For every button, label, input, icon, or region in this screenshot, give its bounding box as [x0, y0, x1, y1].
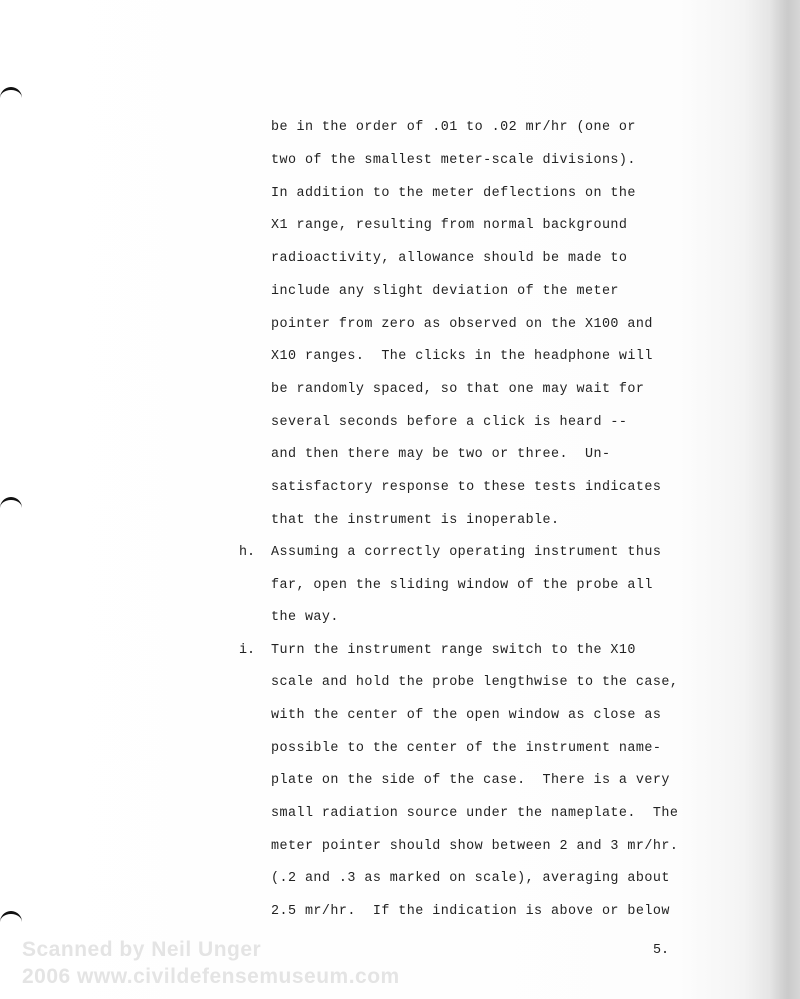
binder-hole-mark-middle [0, 497, 22, 514]
text-line: two of the smallest meter-scale divisions). [271, 153, 636, 168]
binder-hole-mark-top [0, 87, 22, 104]
text-line: meter pointer should show between 2 and 3 mr/hr. [271, 839, 679, 854]
step-i-marker: i. [239, 643, 256, 658]
text-line: far, open the sliding window of the probe all [271, 578, 653, 593]
text-line: satisfactory response to these tests indicates [271, 480, 662, 495]
text-line: Turn the instrument range switch to the X10 [271, 643, 636, 658]
text-line: In addition to the meter deflections on the [271, 186, 636, 201]
text-line: that the instrument is inoperable. [271, 513, 560, 528]
step-h-marker: h. [239, 545, 256, 560]
text-line: several seconds before a click is heard -- [271, 415, 628, 430]
text-line: Assuming a correctly operating instrument thus [271, 545, 662, 560]
text-line: scale and hold the probe lengthwise to the case, [271, 675, 679, 690]
text-line: radioactivity, allowance should be made to [271, 251, 628, 266]
scan-credit-watermark: Scanned by Neil Unger [22, 938, 262, 961]
text-line: with the center of the open window as close as [271, 708, 662, 723]
text-line: possible to the center of the instrument name- [271, 741, 662, 756]
text-line: be randomly spaced, so that one may wait for [271, 382, 645, 397]
text-line: be in the order of .01 to .02 mr/hr (one or [271, 120, 636, 135]
text-line: X10 ranges. The clicks in the headphone will [271, 349, 653, 364]
text-line: (.2 and .3 as marked on scale), averaging about [271, 871, 670, 886]
text-line: the way. [271, 610, 339, 625]
page-number: 5. [653, 943, 670, 958]
website-watermark: 2006 www.civildefensemuseum.com [22, 965, 400, 988]
text-line: pointer from zero as observed on the X100 and [271, 317, 653, 332]
binder-hole-mark-bottom [0, 911, 22, 928]
text-line: 2.5 mr/hr. If the indication is above or below [271, 904, 670, 919]
text-line: plate on the side of the case. There is a very [271, 773, 670, 788]
text-line: and then there may be two or three. Un- [271, 447, 611, 462]
page-edge-shadow [770, 0, 800, 999]
text-line: small radiation source under the nameplate. The [271, 806, 679, 821]
text-line: X1 range, resulting from normal background [271, 218, 628, 233]
text-line: include any slight deviation of the meter [271, 284, 619, 299]
